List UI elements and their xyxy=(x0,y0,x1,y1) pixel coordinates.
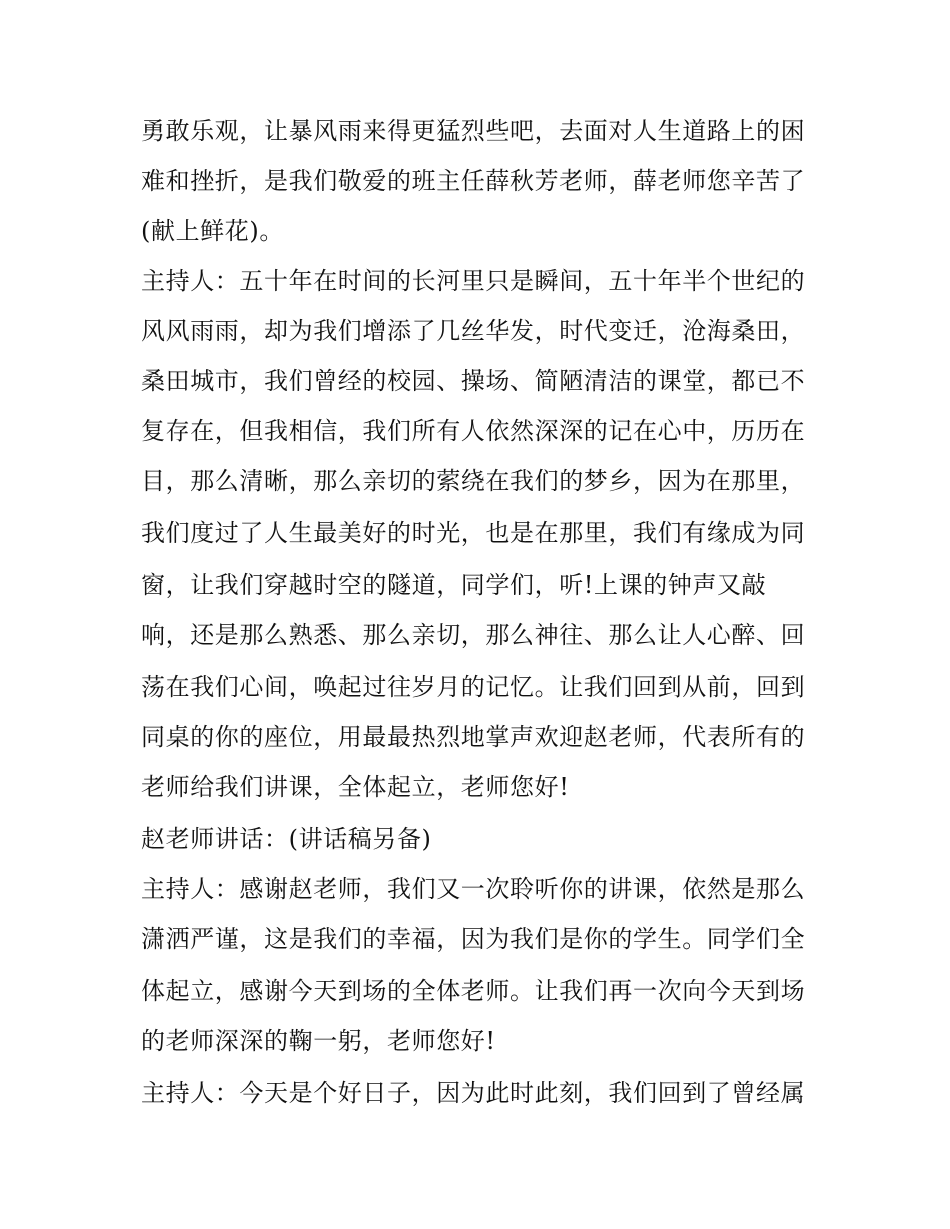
text-line: 荡在我们心间，唤起过往岁月的记忆。让我们回到从前，回到 xyxy=(141,673,806,701)
text-line: 赵老师讲话：(讲话稿另备) xyxy=(141,825,432,853)
text-line: 主持人：今天是个好日子，因为此时此刻，我们回到了曾经属 xyxy=(141,1079,806,1107)
text-line: 老师给我们讲课，全体起立，老师您好! xyxy=(141,773,570,801)
text-line: 响，还是那么熟悉、那么亲切，那么神往、那么让人心醉、回 xyxy=(141,621,806,649)
text-line: 同桌的你的座位，用最最热烈地掌声欢迎赵老师，代表所有的 xyxy=(141,723,806,751)
text-line: 难和挫折，是我们敬爱的班主任薛秋芳老师，薛老师您辛苦了 xyxy=(141,167,806,195)
text-line: 复存在，但我相信，我们所有人依然深深的记在心中，历历在 xyxy=(141,417,806,445)
text-line: 勇敢乐观，让暴风雨来得更猛烈些吧，去面对人生道路上的困 xyxy=(141,117,806,145)
text-line: 体起立，感谢今天到场的全体老师。让我们再一次向今天到场 xyxy=(141,977,806,1005)
text-line: 窗，让我们穿越时空的隧道，同学们，听!上课的钟声又敲 xyxy=(141,571,767,599)
text-line: 桑田城市，我们曾经的校园、操场、简陋清洁的课堂，都已不 xyxy=(141,367,806,395)
text-line: 主持人：感谢赵老师，我们又一次聆听你的讲课，依然是那么 xyxy=(141,875,806,903)
text-line: 目，那么清晰，那么亲切的萦绕在我们的梦乡，因为在那里， xyxy=(141,467,806,495)
text-line: 我们度过了人生最美好的时光，也是在那里，我们有缘成为同 xyxy=(141,519,806,547)
text-line: 潇洒严谨，这是我们的幸福，因为我们是你的学生。同学们全 xyxy=(141,925,806,953)
text-line: 主持人：五十年在时间的长河里只是瞬间，五十年半个世纪的 xyxy=(141,267,806,295)
text-line: 风风雨雨，却为我们增添了几丝华发，时代变迁，沧海桑田， xyxy=(141,317,806,345)
text-line: 的老师深深的鞠一躬，老师您好! xyxy=(141,1027,496,1055)
text-line: (献上鲜花)。 xyxy=(141,217,284,245)
